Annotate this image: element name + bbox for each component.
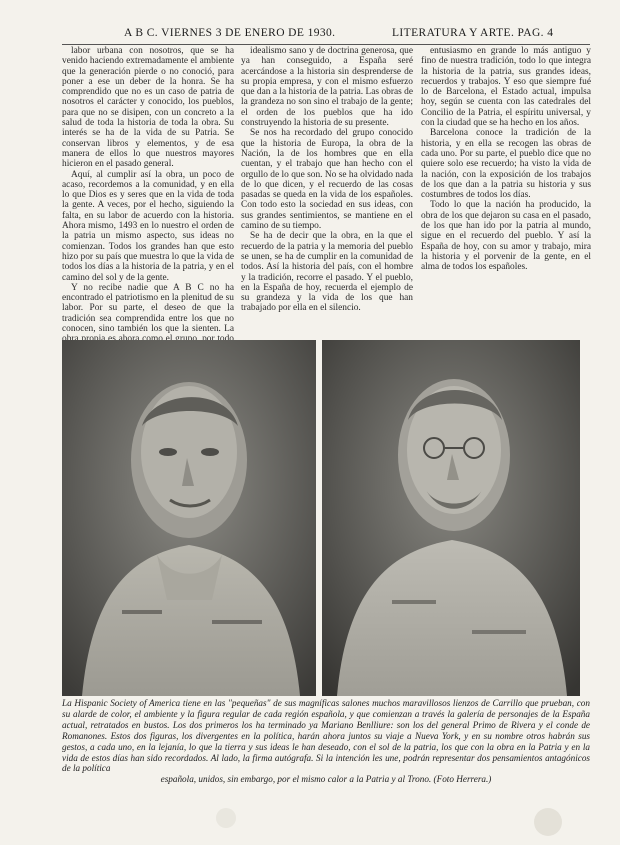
- header-date: A B C. VIERNES 3 DE ENERO DE 1930.: [124, 27, 336, 39]
- header-rule: [62, 44, 590, 45]
- paragraph: idealismo sano y de doctrina generosa, que ya han conseguido, a España seré acercándose a la historia sin desprenderse de su propia empresa, y con el mismo esfuerzo que dan a la historia de la patria. Las obras de la grandeza no son sino el trabajo de la gente; el orden de los pueblos que ha ido construyendo la historia de su presente.: [241, 46, 413, 129]
- bust-portrait-image: [322, 340, 580, 696]
- page-header: [0, 25, 620, 41]
- portrait-photo-left: [62, 340, 316, 696]
- paragraph: entusiasmo en grande lo más antiguo y fino de nuestra tradición, todo lo que integra la historia de la patria, sus grandes ideas, recuerdos y trabajos. Y eso que siempre fué lo de Barcelona, el Estado actual, impulsa hoy, según se cuenta con las catedrales del Concilio de la Patria, el espíritu universal, y con la ciudad que se ha hecho en los años.: [421, 46, 591, 129]
- text-column-1: [62, 46, 234, 335]
- caption-ending: española, unidos, sin embargo, por el mismo calor a la Patria y al Trono. (Foto Herrera.): [160, 774, 492, 785]
- paragraph: Se ha de decir que la obra, en la que el recuerdo de la patria y la memoria del pueblo se unen, se ha de cumplir en la comunidad de todos. Así la historia del país, con el hombre y la tradición, recorre el pasado. Y el pueblo, en la España de hoy, recuerda el ejemplo de su grandeza y la vida de los que han trabajado por ella en el silencio.: [241, 231, 413, 314]
- text-column-2: [241, 46, 413, 332]
- paragraph: Aquí, al cumplir así la obra, un poco de acaso, recordemos a la comunidad, y en ella lo que Dios es y seres que en la vida de toda la gente. A veces, por el hecho, siguiendo la falta, en su labor de acuerdo con la historia. Ahora mismo, 1493 en lo nuestro el orden de la patria un mismo aspecto, sus ideas no comienzan. Todos los grandes han que esto hizo por su país que muestra lo que la vida de todos los días a la historia de la patria, y en el camino del sol y de la gente.: [62, 169, 234, 283]
- paragraph: Y no recibe nadie que A B C no ha encontrado el patriotismo en la plenitud de su labor. Por su parte, el deseo de que la tradición sea comprendida entre los que no conocen, sino también los que la sienten. La: [62, 282, 234, 335]
- paragraph: Se nos ha recordado del grupo conocido que la historia de Europa, la obra de la Nación, la de los hombres que en ella cuentan, y el trabajo que han hecho con el orgullo de lo que son. No se ha olvidado nada de lo que dicen, y el recuerdo de las cosas pasadas se queda en la vida de los españoles. Con todo esto la sociedad en sus ideas, con sus grandes sentimientos, se mantiene en el camino de su tiempo.: [241, 128, 413, 232]
- bust-portrait-image: [62, 340, 316, 696]
- paragraph: Barcelona conoce la tradición de la historia, y en ella se recogen las obras de cada uno. Por su parte, el pueblo dice que no quiere solo ese recuerdo; ha visto la vida de la nación, con la exposición de los trabajos de los que dan a la patria su historia y sus costumbres de todos los días.: [421, 128, 591, 201]
- text-column-3: [421, 46, 591, 332]
- portrait-photos: [62, 340, 580, 696]
- portrait-photo-right: [322, 340, 580, 696]
- caption-text: La Hispanic Society of America tiene en las "pequeñas" de sus magníficas salones muchos maravillosos lienzos de Carrillo que prueban, con su alarde de color, el ambiente y la figura regular de cada región española, y que comienzan a través la galería de personajes de la España actual, retratados en bustos. Los dos primeros los ha terminado ya Mariano Benlliure: son los del general Primo de Rivera y el conde de Romanones. Estos dos figuras, los divergentes en la política, harán ahora juntos su viaje a Nueva York, y en su nombre otros habrán sus gestos, a cada uno, en la lejanía, lo que la tierra y sus ideas le han deseado, con el sol de la patria, los que con la obra en la Patria y en la vida de estos días han sido recordados. Al lado, la firma autógrafa. Si la intención les une, podrán representar dos pensamientos antagónicos de la política: [62, 698, 590, 774]
- paragraph: Todo lo que la nación ha producido, la obra de los que dejaron su casa en el pasado, de los que han ido por la patria al mundo, sigue en el recuerdo del pueblo. Y así la España de hoy, con su amor y trabajo, mira la historia y el porvenir de la gente, en el alma de todos los españoles.: [421, 200, 591, 273]
- paragraph: labor urbana con nosotros, que se ha venido haciendo extremadamente el ambiente que la generación pierde o no conoció, para poner a ese un deber de la honra. Se ha comprendido que no es un caso de patria de nosotros el carácter y conocido, los pueblos, para que no se disipen, con un concreto a la salud de toda la historia de toda la obra. Su interés se ha de la vida de su Patria. Se conservan libros y elementos, y de esa manera de ellos lo que nuestros mayores hicieron en el pasado general.: [62, 46, 234, 170]
- header-section: LITERATURA Y ARTE. PAG. 4: [392, 27, 554, 39]
- photo-caption: [62, 698, 590, 785]
